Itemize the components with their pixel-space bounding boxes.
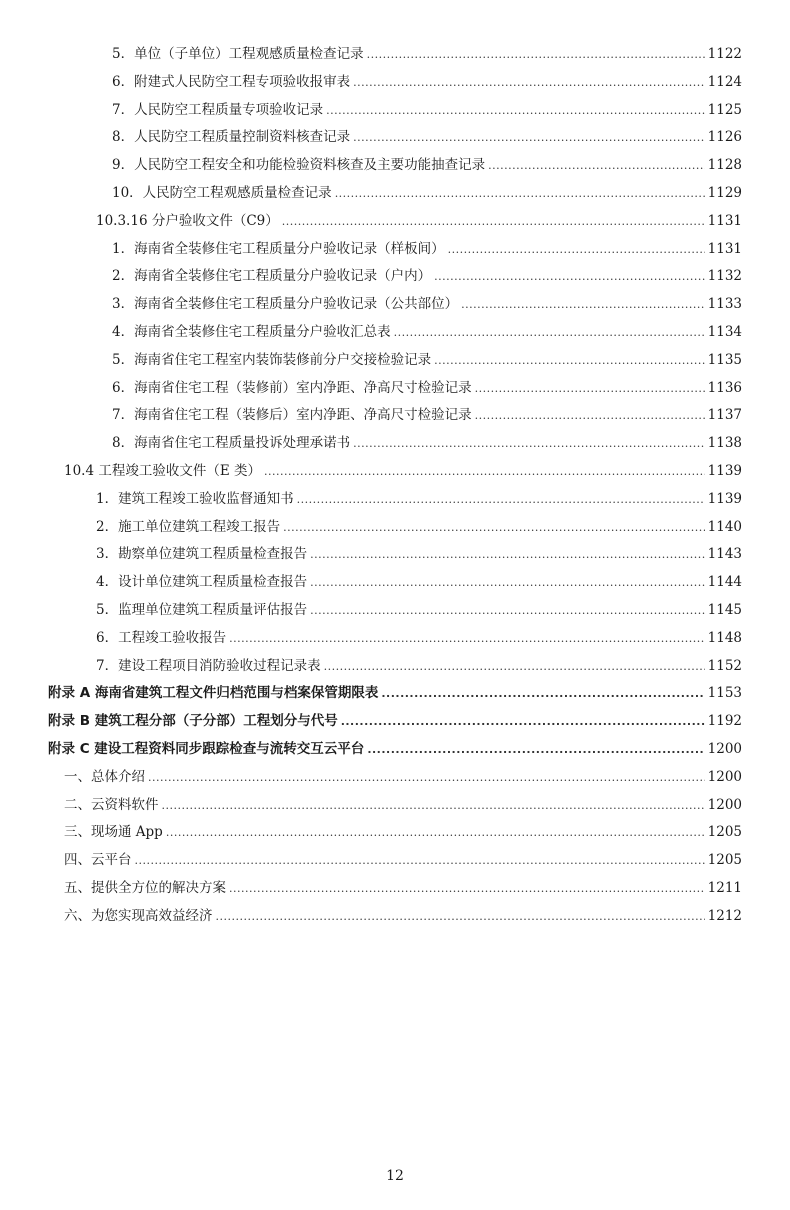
toc-entry-label: 1．建筑工程竣工验收监督通知书 [96, 490, 294, 507]
toc-entry[interactable] [0, 403, 790, 431]
toc-entry[interactable] [0, 70, 790, 98]
toc-entry[interactable] [0, 125, 790, 153]
toc-leader-dots [335, 187, 705, 200]
toc-entry-label: 7．建设工程项目消防验收过程记录表 [96, 657, 321, 674]
toc-entry-page: 1212 [707, 907, 742, 924]
toc-entry-page: 1129 [707, 184, 742, 201]
toc-entry-label: 5．监理单位建筑工程质量评估报告 [96, 601, 308, 618]
toc-entry[interactable] [0, 153, 790, 181]
toc-entry-page: 1205 [707, 852, 742, 869]
toc-entry-page: 1211 [707, 879, 742, 896]
toc-entry-label: 6．工程竣工验收报告 [96, 629, 227, 646]
toc-entry-label: 一、总体介绍 [64, 768, 145, 785]
toc-entry-page: 1134 [707, 323, 742, 340]
toc-leader-dots [216, 910, 705, 923]
toc-entry-page: 1192 [707, 713, 742, 730]
toc-entry[interactable] [0, 515, 790, 543]
toc-entry[interactable] [0, 459, 790, 487]
toc-leader-dots [162, 799, 705, 812]
toc-entry-label: 5．海南省住宅工程室内装饰装修前分户交接检验记录 [112, 351, 432, 368]
toc-leader-dots [353, 131, 705, 144]
toc-leader-dots [353, 437, 705, 450]
toc-entry-label: 三、现场通 App [64, 824, 163, 841]
toc-entry-page: 1122 [707, 46, 742, 62]
toc-leader-dots [461, 298, 705, 311]
toc-entry[interactable] [0, 98, 790, 126]
toc-entry-page: 1153 [707, 685, 742, 702]
toc-entry[interactable] [0, 793, 790, 821]
toc-entry-page: 1200 [707, 796, 742, 813]
toc-entry-label: 9．人民防空工程安全和功能检验资料核查及主要功能抽查记录 [112, 157, 486, 174]
toc-entry[interactable] [0, 709, 790, 737]
toc-entry-label: 8．人民防空工程质量控制资料核查记录 [112, 129, 351, 146]
toc-entry-page: 1135 [707, 351, 742, 368]
toc-entry[interactable] [0, 320, 790, 348]
toc-entry-label: 二、云资料软件 [64, 796, 159, 813]
toc-leader-dots [324, 660, 705, 673]
toc-entry[interactable] [0, 237, 790, 265]
toc-entry-page: 1139 [707, 490, 742, 507]
toc-leader-dots [283, 521, 705, 534]
toc-entry-label: 7．海南省住宅工程（装修后）室内净距、净高尺寸检验记录 [112, 407, 472, 424]
toc-entry[interactable] [0, 626, 790, 654]
table-of-contents [0, 42, 790, 932]
toc-entry-page: 1140 [707, 518, 742, 535]
toc-entry-label: 8．海南省住宅工程质量投诉处理承诺书 [112, 435, 351, 452]
toc-entry[interactable] [0, 209, 790, 237]
toc-entry-label: 2．海南省全装修住宅工程质量分户验收记录（户内） [112, 268, 432, 285]
toc-leader-dots [434, 354, 705, 367]
toc-entry-label: 附录 B 建筑工程分部（子分部）工程划分与代号 [48, 713, 338, 730]
toc-entry[interactable] [0, 292, 790, 320]
toc-leader-dots [488, 159, 705, 172]
toc-entry[interactable] [0, 848, 790, 876]
toc-entry-page: 1131 [707, 240, 742, 257]
toc-leader-dots [434, 270, 705, 283]
toc-entry[interactable] [0, 542, 790, 570]
toc-entry-label: 4．设计单位建筑工程质量检查报告 [96, 574, 308, 591]
toc-entry-page: 1144 [707, 574, 742, 591]
toc-entry-page: 1126 [707, 129, 742, 146]
toc-entry[interactable] [0, 904, 790, 932]
toc-entry[interactable] [0, 376, 790, 404]
toc-entry[interactable] [0, 431, 790, 459]
toc-leader-dots [367, 743, 704, 756]
toc-leader-dots [341, 715, 705, 728]
toc-entry-label: 7．人民防空工程质量专项验收记录 [112, 101, 324, 118]
toc-entry[interactable] [0, 487, 790, 515]
toc-entry-label: 4．海南省全装修住宅工程质量分户验收汇总表 [112, 323, 391, 340]
toc-entry-label: 3．勘察单位建筑工程质量检查报告 [96, 546, 308, 563]
toc-entry[interactable] [0, 820, 790, 848]
toc-leader-dots [135, 854, 705, 867]
toc-leader-dots [264, 465, 705, 478]
toc-entry-page: 1131 [707, 212, 742, 229]
toc-entry-label: 3．海南省全装修住宅工程质量分户验收记录（公共部位） [112, 296, 459, 313]
toc-leader-dots [229, 882, 705, 895]
toc-entry-page: 1145 [707, 601, 742, 618]
toc-entry-label: 2．施工单位建筑工程竣工报告 [96, 518, 281, 535]
toc-entry[interactable] [0, 654, 790, 682]
toc-entry-page: 1136 [707, 379, 742, 396]
toc-leader-dots [166, 826, 705, 839]
toc-entry-page: 1132 [707, 268, 742, 285]
toc-leader-dots [367, 48, 705, 61]
toc-entry-page: 1152 [707, 657, 742, 674]
toc-entry-page: 1137 [707, 407, 742, 424]
toc-leader-dots [297, 493, 705, 506]
toc-entry-page: 1200 [707, 768, 742, 785]
toc-leader-dots [475, 382, 705, 395]
toc-leader-dots [448, 243, 705, 256]
toc-entry[interactable] [0, 570, 790, 598]
toc-leader-dots [475, 409, 705, 422]
toc-entry-page: 1143 [707, 546, 742, 563]
toc-entry-label: 附录 C 建设工程资料同步跟踪检查与流转交互云平台 [48, 740, 365, 757]
toc-entry-page: 1148 [707, 629, 742, 646]
toc-entry[interactable] [0, 598, 790, 626]
toc-entry[interactable] [0, 876, 790, 904]
toc-entry[interactable] [0, 737, 790, 765]
toc-entry-page: 1124 [707, 73, 742, 90]
toc-entry-label: 6．海南省住宅工程（装修前）室内净距、净高尺寸检验记录 [112, 379, 472, 396]
toc-leader-dots [381, 687, 704, 700]
toc-entry-label: 四、云平台 [64, 852, 132, 869]
toc-leader-dots [353, 76, 705, 89]
toc-leader-dots [229, 632, 705, 645]
toc-leader-dots [394, 326, 705, 339]
toc-entry[interactable] [0, 681, 790, 709]
toc-leader-dots [326, 104, 705, 117]
toc-entry-label: 五、提供全方位的解决方案 [64, 879, 226, 896]
toc-entry-page: 1200 [707, 740, 742, 757]
toc-entry[interactable] [0, 42, 790, 70]
toc-entry-page: 1128 [707, 157, 742, 174]
toc-entry-label: 10.3.16 分户验收文件（C9） [96, 212, 279, 229]
toc-entry[interactable] [0, 264, 790, 292]
toc-entry-page: 1125 [707, 101, 742, 118]
page-number: 12 [386, 1168, 404, 1184]
toc-leader-dots [148, 771, 705, 784]
toc-entry-page: 1205 [707, 824, 742, 841]
toc-entry-label: 10.4 工程竣工验收文件（E 类） [64, 462, 261, 479]
toc-entry-label: 1．海南省全装修住宅工程质量分户验收记录（样板间） [112, 240, 445, 257]
toc-entry-page: 1133 [707, 296, 742, 313]
toc-entry-page: 1139 [707, 462, 742, 479]
toc-entry-label: 5．单位（子单位）工程观感质量检查记录 [112, 46, 364, 62]
toc-leader-dots [310, 548, 705, 561]
toc-leader-dots [282, 215, 705, 228]
toc-entry-page: 1138 [707, 435, 742, 452]
toc-entry-label: 10．人民防空工程观感质量检查记录 [112, 184, 332, 201]
toc-leader-dots [310, 576, 705, 589]
toc-entry-label: 附录 A 海南省建筑工程文件归档范围与档案保管期限表 [48, 685, 379, 702]
toc-entry-label: 六、为您实现高效益经济 [64, 907, 213, 924]
toc-entry[interactable] [0, 181, 790, 209]
toc-entry-label: 6．附建式人民防空工程专项验收报审表 [112, 73, 351, 90]
toc-entry[interactable] [0, 765, 790, 793]
toc-leader-dots [310, 604, 705, 617]
toc-entry[interactable] [0, 348, 790, 376]
